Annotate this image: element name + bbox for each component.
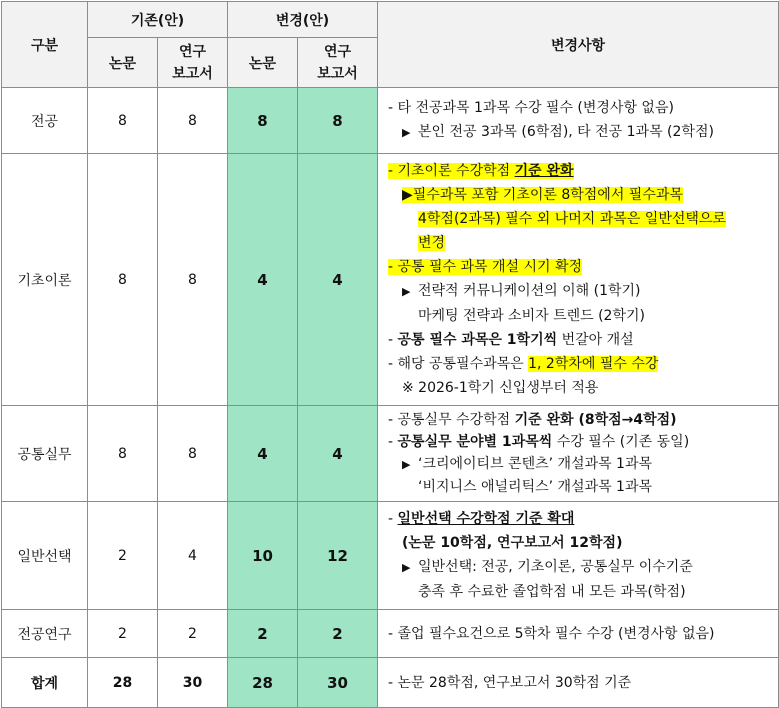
new-thesis-value: 4 [228,406,298,502]
new-report-value: 30 [298,658,378,708]
new-thesis-value: 2 [228,610,298,658]
note-line: - 해당 공통필수과목은 1, 2학차에 필수 수강 [388,356,659,372]
new-report-value: 4 [298,406,378,502]
header-existing-thesis: 논문 [88,38,158,88]
note-line: 변경 [418,235,446,251]
triangle-bullet-icon: ▶ [402,561,411,574]
old-report-value: 8 [158,406,228,502]
old-report-value: 4 [158,502,228,610]
note-line: - 공통실무 분야별 1과목씩 수강 필수 (기존 동일) [388,434,690,450]
row-name: 공통실무 [2,406,88,502]
change-notes [378,154,779,406]
old-thesis-value: 28 [88,658,158,708]
table-row [2,88,779,154]
row-name: 합계 [2,658,88,708]
new-thesis-value: 4 [228,154,298,406]
table-row [2,658,779,708]
header-existing: 기존(안) [88,2,228,38]
header-changed-report [298,38,378,88]
note-line: ▶ 전략적 커뮤니케이션의 이해 (1학기) [388,279,772,304]
curriculum-change-table [1,1,779,708]
change-notes [378,88,779,154]
note-line: - 졸업 필수요건으로 5학차 필수 수강 (변경사항 없음) [388,625,715,642]
triangle-bullet-icon: ▶ [402,458,411,471]
table-row [2,154,779,406]
header-category: 구분 [2,2,88,88]
old-thesis-value: 2 [88,610,158,658]
note-line: - 일반선택 수강학점 기준 확대 [388,511,575,527]
table-row [2,406,779,502]
new-thesis-value: 28 [228,658,298,708]
new-thesis-value: 10 [228,502,298,610]
note-line: ‘비지니스 애널리틱스’ 개설과목 1과목 [418,479,653,495]
note-line: 충족 후 수료한 졸업학점 내 모든 과목(학점) [418,584,686,600]
old-report-value: 8 [158,154,228,406]
note-line: - 타 전공과목 1과목 수강 필수 (변경사항 없음) [388,100,674,116]
new-report-value: 8 [298,88,378,154]
new-thesis-value: 8 [228,88,298,154]
new-report-value: 2 [298,610,378,658]
header-report-line2: 보고서 [317,65,358,82]
table-row [2,502,779,610]
triangle-bullet-icon: ▶ [402,285,411,298]
old-thesis-value: 8 [88,88,158,154]
header-report-line1: 연구 [323,43,352,60]
note-line: - 기초이론 수강학점 기준 완화 [388,163,574,179]
header-changes: 변경사항 [378,2,779,88]
new-report-value: 4 [298,154,378,406]
note-line: ▶ 본인 전공 3과목 (6학점), 타 전공 1과목 (2학점) [388,120,772,145]
triangle-bullet-icon: ▶ [402,126,411,139]
note-line: (논문 10학점, 연구보고서 12학점) [402,535,623,551]
row-name: 전공연구 [2,610,88,658]
note-line: - 공통실무 수강학점 기준 완화 (8학점→4학점) [388,412,677,428]
row-name: 전공 [2,88,88,154]
old-report-value: 30 [158,658,228,708]
new-report-value: 12 [298,502,378,610]
change-notes [378,502,779,610]
note-line: - 공통 필수 과목 개설 시기 확정 [388,259,583,275]
note-line: ※ 2026-1학기 신입생부터 적용 [402,380,599,396]
table-row [2,610,779,658]
old-thesis-value: 2 [88,502,158,610]
note-line: 4학점(2과목) 필수 외 나머지 과목은 일반선택으로 [418,211,726,227]
note-line: - 공통 필수 과목은 1학기씩 번갈아 개설 [388,332,634,348]
change-notes [378,658,779,708]
row-name: 기초이론 [2,154,88,406]
row-name: 일반선택 [2,502,88,610]
old-thesis-value: 8 [88,154,158,406]
change-notes [378,610,779,658]
note-line: ▶ 일반선택: 전공, 기초이론, 공통실무 이수기준 [388,555,772,580]
old-report-value: 2 [158,610,228,658]
header-report-line1: 연구 [178,43,207,60]
header-changed: 변경(안) [228,2,378,38]
note-line: ▶필수과목 포함 기초이론 8학점에서 필수과목 [402,187,683,203]
note-line: ▶ ‘크리에이티브 콘텐츠’ 개설과목 1과목 [388,453,772,476]
header-existing-report [158,38,228,88]
header-report-line2: 보고서 [172,65,213,82]
old-thesis-value: 8 [88,406,158,502]
change-notes [378,406,779,502]
note-line: 마케팅 전략과 소비자 트렌드 (2학기) [418,308,645,324]
note-line: - 논문 28학점, 연구보고서 30학점 기준 [388,674,632,691]
old-report-value: 8 [158,88,228,154]
header-changed-thesis: 논문 [228,38,298,88]
